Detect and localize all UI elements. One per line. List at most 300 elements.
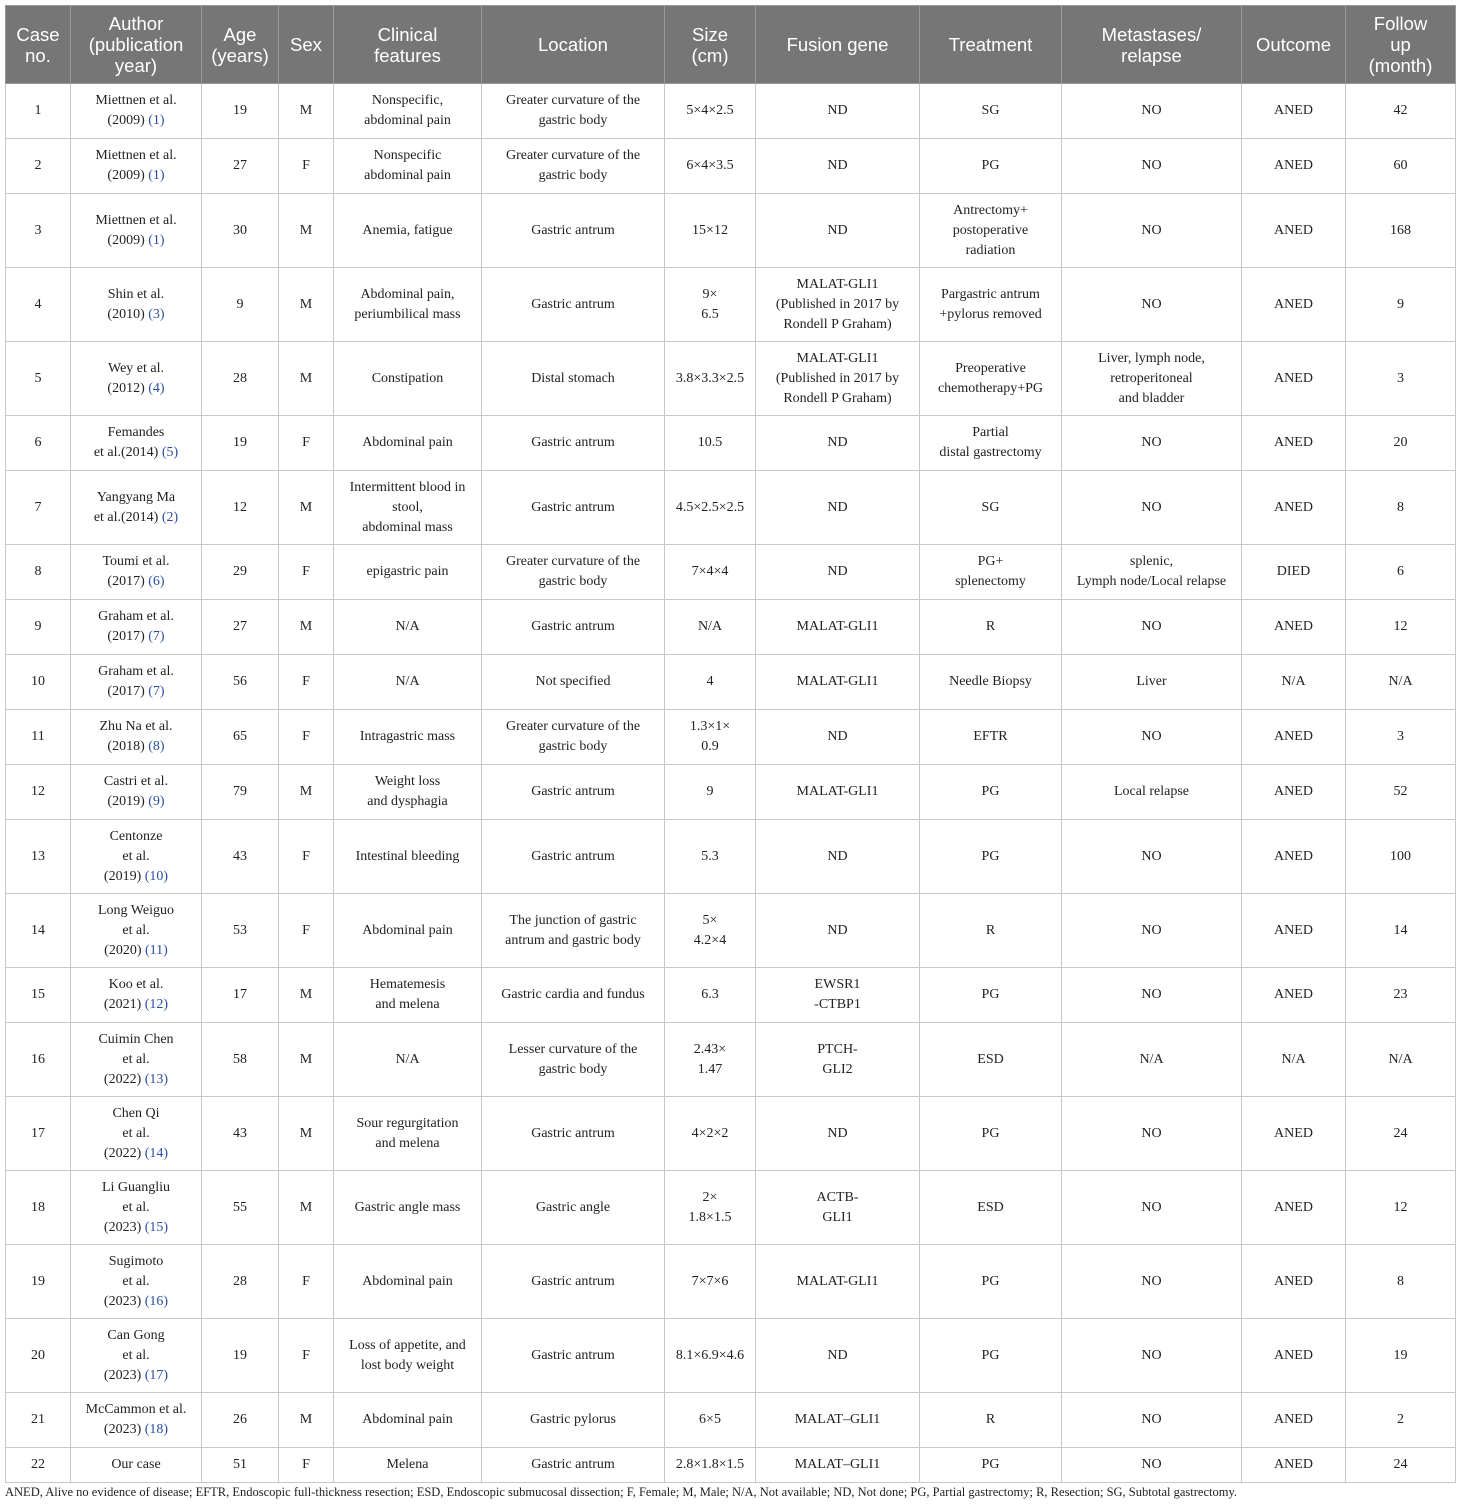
cell-follow-up: 19	[1346, 1319, 1456, 1393]
reference-link[interactable]: (11)	[145, 942, 168, 958]
cell-clinical-features: Abdominal pain	[334, 894, 482, 968]
cell-author: Li Guangliu et al. (2023) (15)	[71, 1171, 202, 1245]
table-row	[6, 416, 1456, 471]
cell-age: 17	[202, 968, 279, 1023]
cell-location: The junction of gastric antrum and gastric body	[482, 894, 665, 968]
cell-size: 6×5	[665, 1393, 756, 1448]
header-treatment: Treatment	[920, 6, 1062, 84]
cell-follow-up: 168	[1346, 194, 1456, 268]
cell-size: N/A	[665, 600, 756, 655]
cell-author: Miettnen et al. (2009) (1)	[71, 139, 202, 194]
cell-location: Gastric cardia and fundus	[482, 968, 665, 1023]
cell-metastases: NO	[1062, 268, 1242, 342]
cell-outcome: ANED	[1242, 710, 1346, 765]
cell-outcome: ANED	[1242, 1245, 1346, 1319]
table-row	[6, 894, 1456, 968]
cell-size: 4	[665, 655, 756, 710]
table-row	[6, 1448, 1456, 1483]
cell-case-no: 10	[6, 655, 71, 710]
cell-location: Gastric antrum	[482, 600, 665, 655]
cell-treatment: ESD	[920, 1171, 1062, 1245]
table-row	[6, 1097, 1456, 1171]
cell-outcome: N/A	[1242, 655, 1346, 710]
cell-treatment: PG	[920, 765, 1062, 820]
cell-size: 2.8×1.8×1.5	[665, 1448, 756, 1483]
header-metastases: Metastases/ relapse	[1062, 6, 1242, 84]
cell-case-no: 21	[6, 1393, 71, 1448]
cell-size: 2.43× 1.47	[665, 1023, 756, 1097]
cell-fusion-gene: ND	[756, 471, 920, 545]
cell-fusion-gene: ND	[756, 194, 920, 268]
cell-case-no: 5	[6, 342, 71, 416]
cell-fusion-gene: MALAT–GLI1	[756, 1393, 920, 1448]
cell-age: 27	[202, 600, 279, 655]
cell-author: Miettnen et al. (2009) (1)	[71, 194, 202, 268]
cell-outcome: ANED	[1242, 194, 1346, 268]
cell-fusion-gene: ND	[756, 84, 920, 139]
reference-link[interactable]: (4)	[148, 380, 165, 396]
cell-age: 27	[202, 139, 279, 194]
cell-sex: M	[279, 194, 334, 268]
cell-clinical-features: Abdominal pain	[334, 1245, 482, 1319]
cell-case-no: 14	[6, 894, 71, 968]
cell-clinical-features: Intermittent blood in stool, abdominal mass	[334, 471, 482, 545]
reference-link[interactable]: (7)	[148, 629, 165, 644]
cell-metastases: NO	[1062, 1393, 1242, 1448]
cell-location: Gastric antrum	[482, 416, 665, 471]
cell-size: 7×7×6	[665, 1245, 756, 1319]
cell-follow-up: 8	[1346, 1245, 1456, 1319]
cell-fusion-gene: ACTB- GLI1	[756, 1171, 920, 1245]
cell-size: 7×4×4	[665, 545, 756, 600]
cell-age: 51	[202, 1448, 279, 1483]
header-author: Author (publication year)	[71, 6, 202, 84]
cell-outcome: N/A	[1242, 1023, 1346, 1097]
cell-location: Greater curvature of the gastric body	[482, 710, 665, 765]
cell-clinical-features: N/A	[334, 600, 482, 655]
cell-follow-up: 8	[1346, 471, 1456, 545]
cell-outcome: ANED	[1242, 765, 1346, 820]
reference-link[interactable]: (7)	[148, 684, 165, 699]
reference-link[interactable]: (16)	[144, 1293, 169, 1309]
header-location: Location	[482, 6, 665, 84]
cell-treatment: R	[920, 600, 1062, 655]
cell-author: Femandes et al.(2014) (5)	[71, 416, 202, 471]
cell-clinical-features: N/A	[334, 655, 482, 710]
cell-clinical-features: Nonspecific, abdominal pain	[334, 84, 482, 139]
cell-age: 26	[202, 1393, 279, 1448]
cell-sex: F	[279, 820, 334, 894]
cell-treatment: Needle Biopsy	[920, 655, 1062, 710]
cell-age: 55	[202, 1171, 279, 1245]
cell-sex: F	[279, 894, 334, 968]
cell-treatment: R	[920, 1393, 1062, 1448]
header-outcome: Outcome	[1242, 6, 1346, 84]
cell-clinical-features: Abdominal pain	[334, 416, 482, 471]
cell-author: Zhu Na et al. (2018) (8)	[71, 710, 202, 765]
cell-follow-up: 23	[1346, 968, 1456, 1023]
cell-sex: F	[279, 139, 334, 194]
cell-fusion-gene: MALAT-GLI1 (Published in 2017 by Rondell P Graham)	[756, 342, 920, 416]
cell-sex: F	[279, 655, 334, 710]
table-row	[6, 1245, 1456, 1319]
table-footnote: ANED, Alive no evidence of disease; EFTR, Endoscopic full-thickness resection; ESD, Endoscopic submucosal dissection; F, Female; M, Male; N/A, Not available; ND, Not done; PG, Partial gastrectomy; R, Resection; SG, Subtotal gastrectomy.	[5, 1485, 1238, 1499]
cell-author: Graham et al. (2017) (7)	[71, 600, 202, 655]
table-body	[6, 84, 1456, 1483]
cell-size: 5× 4.2×4	[665, 894, 756, 968]
cell-author: Shin et al. (2010) (3)	[71, 268, 202, 342]
cell-metastases: NO	[1062, 968, 1242, 1023]
reference-link[interactable]: (13)	[144, 1071, 169, 1087]
cell-fusion-gene: MALAT-GLI1	[756, 1245, 920, 1319]
cell-case-no: 7	[6, 471, 71, 545]
reference-link[interactable]: (1)	[148, 232, 165, 248]
cell-treatment: PG	[920, 1245, 1062, 1319]
table-row	[6, 600, 1456, 655]
cell-fusion-gene: ND	[756, 545, 920, 600]
cell-location: Gastric angle	[482, 1171, 665, 1245]
cell-location: Gastric antrum	[482, 1319, 665, 1393]
table-row	[6, 1393, 1456, 1448]
cell-size: 4×2×2	[665, 1097, 756, 1171]
cell-clinical-features: Abdominal pain	[334, 1393, 482, 1448]
cell-follow-up: 3	[1346, 710, 1456, 765]
cell-fusion-gene: ND	[756, 1097, 920, 1171]
cell-age: 79	[202, 765, 279, 820]
cell-follow-up: 12	[1346, 600, 1456, 655]
cell-case-no: 4	[6, 268, 71, 342]
cell-follow-up: 52	[1346, 765, 1456, 820]
cell-fusion-gene: ND	[756, 139, 920, 194]
cell-sex: M	[279, 268, 334, 342]
reference-link[interactable]: (2)	[161, 509, 179, 525]
cell-case-no: 20	[6, 1319, 71, 1393]
cell-clinical-features: N/A	[334, 1023, 482, 1097]
cell-age: 56	[202, 655, 279, 710]
cell-size: 6×4×3.5	[665, 139, 756, 194]
cell-case-no: 6	[6, 416, 71, 471]
cell-case-no: 12	[6, 765, 71, 820]
header-row	[6, 6, 1456, 84]
cell-treatment: SG	[920, 84, 1062, 139]
cell-location: Distal stomach	[482, 342, 665, 416]
cell-outcome: DIED	[1242, 545, 1346, 600]
cell-size: 5.3	[665, 820, 756, 894]
cell-metastases: splenic, Lymph node/Local relapse	[1062, 545, 1242, 600]
cell-author: Toumi et al. (2017) (6)	[71, 545, 202, 600]
cell-metastases: N/A	[1062, 1023, 1242, 1097]
cell-follow-up: 3	[1346, 342, 1456, 416]
cell-fusion-gene: MALAT-GLI1	[756, 765, 920, 820]
cell-fusion-gene: ND	[756, 1319, 920, 1393]
cell-clinical-features: Nonspecific abdominal pain	[334, 139, 482, 194]
cell-clinical-features: epigastric pain	[334, 545, 482, 600]
table-row	[6, 765, 1456, 820]
cell-outcome: ANED	[1242, 1448, 1346, 1483]
reference-link[interactable]: (6)	[148, 574, 165, 589]
cell-sex: F	[279, 1245, 334, 1319]
cell-follow-up: 14	[1346, 894, 1456, 968]
cell-metastases: NO	[1062, 84, 1242, 139]
cell-location: Lesser curvature of the gastric body	[482, 1023, 665, 1097]
cell-location: Gastric antrum	[482, 1448, 665, 1483]
cell-location: Gastric antrum	[482, 471, 665, 545]
cell-metastases: NO	[1062, 416, 1242, 471]
cell-fusion-gene: EWSR1 -CTBP1	[756, 968, 920, 1023]
cell-treatment: ESD	[920, 1023, 1062, 1097]
cell-clinical-features: Abdominal pain, periumbilical mass	[334, 268, 482, 342]
table-row	[6, 471, 1456, 545]
cell-metastases: Liver	[1062, 655, 1242, 710]
cell-sex: M	[279, 471, 334, 545]
cell-treatment: Partial distal gastrectomy	[920, 416, 1062, 471]
cell-size: 9	[665, 765, 756, 820]
cell-follow-up: 6	[1346, 545, 1456, 600]
reference-link[interactable]: (18)	[144, 1422, 169, 1437]
cell-sex: M	[279, 84, 334, 139]
cell-age: 28	[202, 1245, 279, 1319]
cell-age: 43	[202, 820, 279, 894]
cell-age: 43	[202, 1097, 279, 1171]
reference-link[interactable]: (1)	[148, 113, 165, 128]
cell-author: Can Gong et al. (2023) (17)	[71, 1319, 202, 1393]
cell-location: Gastric antrum	[482, 268, 665, 342]
table-row	[6, 342, 1456, 416]
cell-age: 58	[202, 1023, 279, 1097]
cell-treatment: PG	[920, 1097, 1062, 1171]
cell-clinical-features: Intragastric mass	[334, 710, 482, 765]
cell-case-no: 22	[6, 1448, 71, 1483]
cell-outcome: ANED	[1242, 1171, 1346, 1245]
cell-size: 4.5×2.5×2.5	[665, 471, 756, 545]
cell-sex: M	[279, 1393, 334, 1448]
table-row	[6, 194, 1456, 268]
cell-follow-up: 100	[1346, 820, 1456, 894]
cell-fusion-gene: MALAT-GLI1 (Published in 2017 by Rondell P Graham)	[756, 268, 920, 342]
reference-link[interactable]: (3)	[148, 306, 165, 322]
cell-sex: M	[279, 1171, 334, 1245]
cell-clinical-features: Hematemesis and melena	[334, 968, 482, 1023]
cell-metastases: NO	[1062, 710, 1242, 765]
cell-clinical-features: Loss of appetite, and lost body weight	[334, 1319, 482, 1393]
table-header	[6, 6, 1456, 84]
cell-author: Graham et al. (2017) (7)	[71, 655, 202, 710]
cell-treatment: PG	[920, 1448, 1062, 1483]
cell-location: Greater curvature of the gastric body	[482, 545, 665, 600]
cell-fusion-gene: ND	[756, 894, 920, 968]
cell-age: 19	[202, 84, 279, 139]
header-clinical-features: Clinical features	[334, 6, 482, 84]
cell-size: 8.1×6.9×4.6	[665, 1319, 756, 1393]
cell-case-no: 18	[6, 1171, 71, 1245]
cell-treatment: PG+ splenectomy	[920, 545, 1062, 600]
cell-sex: M	[279, 1097, 334, 1171]
cell-age: 19	[202, 1319, 279, 1393]
cell-size: 3.8×3.3×2.5	[665, 342, 756, 416]
cell-follow-up: 20	[1346, 416, 1456, 471]
cell-metastases: NO	[1062, 894, 1242, 968]
cell-metastases: NO	[1062, 1245, 1242, 1319]
table-row	[6, 1319, 1456, 1393]
cell-case-no: 2	[6, 139, 71, 194]
cell-outcome: ANED	[1242, 968, 1346, 1023]
cell-location: Greater curvature of the gastric body	[482, 139, 665, 194]
cell-clinical-features: Constipation	[334, 342, 482, 416]
cell-author: Koo et al. (2021) (12)	[71, 968, 202, 1023]
table-container	[5, 5, 1455, 1483]
reference-link[interactable]: (17)	[144, 1367, 169, 1383]
cell-metastases: NO	[1062, 600, 1242, 655]
cell-outcome: ANED	[1242, 600, 1346, 655]
cell-clinical-features: Weight loss and dysphagia	[334, 765, 482, 820]
cell-sex: M	[279, 765, 334, 820]
cell-metastases: Local relapse	[1062, 765, 1242, 820]
cell-metastases: NO	[1062, 471, 1242, 545]
cell-case-no: 11	[6, 710, 71, 765]
cell-clinical-features: Melena	[334, 1448, 482, 1483]
reference-link[interactable]: (1)	[148, 168, 165, 183]
cell-location: Gastric antrum	[482, 1097, 665, 1171]
cell-follow-up: 60	[1346, 139, 1456, 194]
cell-age: 53	[202, 894, 279, 968]
reference-link[interactable]: (12)	[144, 997, 169, 1012]
cell-age: 9	[202, 268, 279, 342]
reference-link[interactable]: (15)	[144, 1219, 169, 1235]
cell-case-no: 15	[6, 968, 71, 1023]
cell-age: 65	[202, 710, 279, 765]
cell-location: Gastric antrum	[482, 765, 665, 820]
cell-fusion-gene: ND	[756, 710, 920, 765]
cell-follow-up: 12	[1346, 1171, 1456, 1245]
cell-follow-up: 2	[1346, 1393, 1456, 1448]
cell-size: 2× 1.8×1.5	[665, 1171, 756, 1245]
cell-age: 29	[202, 545, 279, 600]
cell-treatment: EFTR	[920, 710, 1062, 765]
cell-author: Centonze et al. (2019) (10)	[71, 820, 202, 894]
reference-link[interactable]: (8)	[148, 739, 165, 754]
cell-fusion-gene: ND	[756, 416, 920, 471]
cell-outcome: ANED	[1242, 1393, 1346, 1448]
cell-size: 1.3×1× 0.9	[665, 710, 756, 765]
reference-link[interactable]: (9)	[148, 794, 165, 809]
cell-follow-up: 24	[1346, 1448, 1456, 1483]
cell-metastases: NO	[1062, 1171, 1242, 1245]
cell-outcome: ANED	[1242, 268, 1346, 342]
cell-metastases: NO	[1062, 1448, 1242, 1483]
cell-size: 15×12	[665, 194, 756, 268]
cell-age: 28	[202, 342, 279, 416]
header-follow-up: Follow up (month)	[1346, 6, 1456, 84]
cell-treatment: SG	[920, 471, 1062, 545]
cell-size: 6.3	[665, 968, 756, 1023]
cell-outcome: ANED	[1242, 471, 1346, 545]
cell-metastases: Liver, lymph node, retroperitoneal and bladder	[1062, 342, 1242, 416]
cell-clinical-features: Anemia, fatigue	[334, 194, 482, 268]
cell-size: 10.5	[665, 416, 756, 471]
cell-fusion-gene: MALAT-GLI1	[756, 655, 920, 710]
cell-sex: M	[279, 1023, 334, 1097]
cell-metastases: NO	[1062, 194, 1242, 268]
table-row	[6, 268, 1456, 342]
cell-location: Gastric antrum	[482, 1245, 665, 1319]
cell-sex: F	[279, 416, 334, 471]
cell-location: Gastric pylorus	[482, 1393, 665, 1448]
cell-location: Not specified	[482, 655, 665, 710]
cell-case-no: 8	[6, 545, 71, 600]
cell-author: Cuimin Chen et al. (2022) (13)	[71, 1023, 202, 1097]
table-row	[6, 1171, 1456, 1245]
cell-author: Wey et al. (2012) (4)	[71, 342, 202, 416]
cell-metastases: NO	[1062, 820, 1242, 894]
cell-treatment: Pargastric antrum +pylorus removed	[920, 268, 1062, 342]
cell-treatment: PG	[920, 968, 1062, 1023]
header-case-no: Case no.	[6, 6, 71, 84]
table-row	[6, 84, 1456, 139]
table-row	[6, 655, 1456, 710]
cell-clinical-features: Sour regurgitation and melena	[334, 1097, 482, 1171]
cell-case-no: 19	[6, 1245, 71, 1319]
cell-location: Gastric antrum	[482, 194, 665, 268]
cell-sex: F	[279, 1448, 334, 1483]
cell-fusion-gene: PTCH- GLI2	[756, 1023, 920, 1097]
cell-clinical-features: Gastric angle mass	[334, 1171, 482, 1245]
cell-metastases: NO	[1062, 1319, 1242, 1393]
cell-case-no: 16	[6, 1023, 71, 1097]
reference-link[interactable]: (5)	[161, 445, 179, 460]
table-row	[6, 820, 1456, 894]
cell-author: McCammon et al. (2023) (18)	[71, 1393, 202, 1448]
cell-follow-up: 9	[1346, 268, 1456, 342]
cell-case-no: 3	[6, 194, 71, 268]
cell-author: Yangyang Ma et al.(2014) (2)	[71, 471, 202, 545]
cell-sex: M	[279, 342, 334, 416]
cell-follow-up: N/A	[1346, 655, 1456, 710]
cell-sex: M	[279, 968, 334, 1023]
reference-link[interactable]: (10)	[144, 868, 169, 884]
cell-follow-up: 42	[1346, 84, 1456, 139]
cell-author: Our case	[71, 1448, 202, 1483]
cell-treatment: Preoperative chemotherapy+PG	[920, 342, 1062, 416]
cell-metastases: NO	[1062, 139, 1242, 194]
cell-follow-up: N/A	[1346, 1023, 1456, 1097]
cell-fusion-gene: ND	[756, 820, 920, 894]
cell-metastases: NO	[1062, 1097, 1242, 1171]
cell-outcome: ANED	[1242, 139, 1346, 194]
cell-age: 12	[202, 471, 279, 545]
cell-size: 9× 6.5	[665, 268, 756, 342]
cell-treatment: PG	[920, 139, 1062, 194]
cell-follow-up: 24	[1346, 1097, 1456, 1171]
cell-author: Chen Qi et al. (2022) (14)	[71, 1097, 202, 1171]
cell-treatment: Antrectomy+ postoperative radiation	[920, 194, 1062, 268]
table-row	[6, 710, 1456, 765]
cell-outcome: ANED	[1242, 342, 1346, 416]
table-row	[6, 139, 1456, 194]
cell-outcome: ANED	[1242, 820, 1346, 894]
cell-sex: F	[279, 1319, 334, 1393]
cell-case-no: 9	[6, 600, 71, 655]
reference-link[interactable]: (14)	[144, 1145, 169, 1161]
header-sex: Sex	[279, 6, 334, 84]
cell-treatment: PG	[920, 1319, 1062, 1393]
cell-treatment: PG	[920, 820, 1062, 894]
cell-size: 5×4×2.5	[665, 84, 756, 139]
cell-age: 30	[202, 194, 279, 268]
cell-outcome: ANED	[1242, 894, 1346, 968]
cell-author: Miettnen et al. (2009) (1)	[71, 84, 202, 139]
cell-clinical-features: Intestinal bleeding	[334, 820, 482, 894]
cell-outcome: ANED	[1242, 416, 1346, 471]
